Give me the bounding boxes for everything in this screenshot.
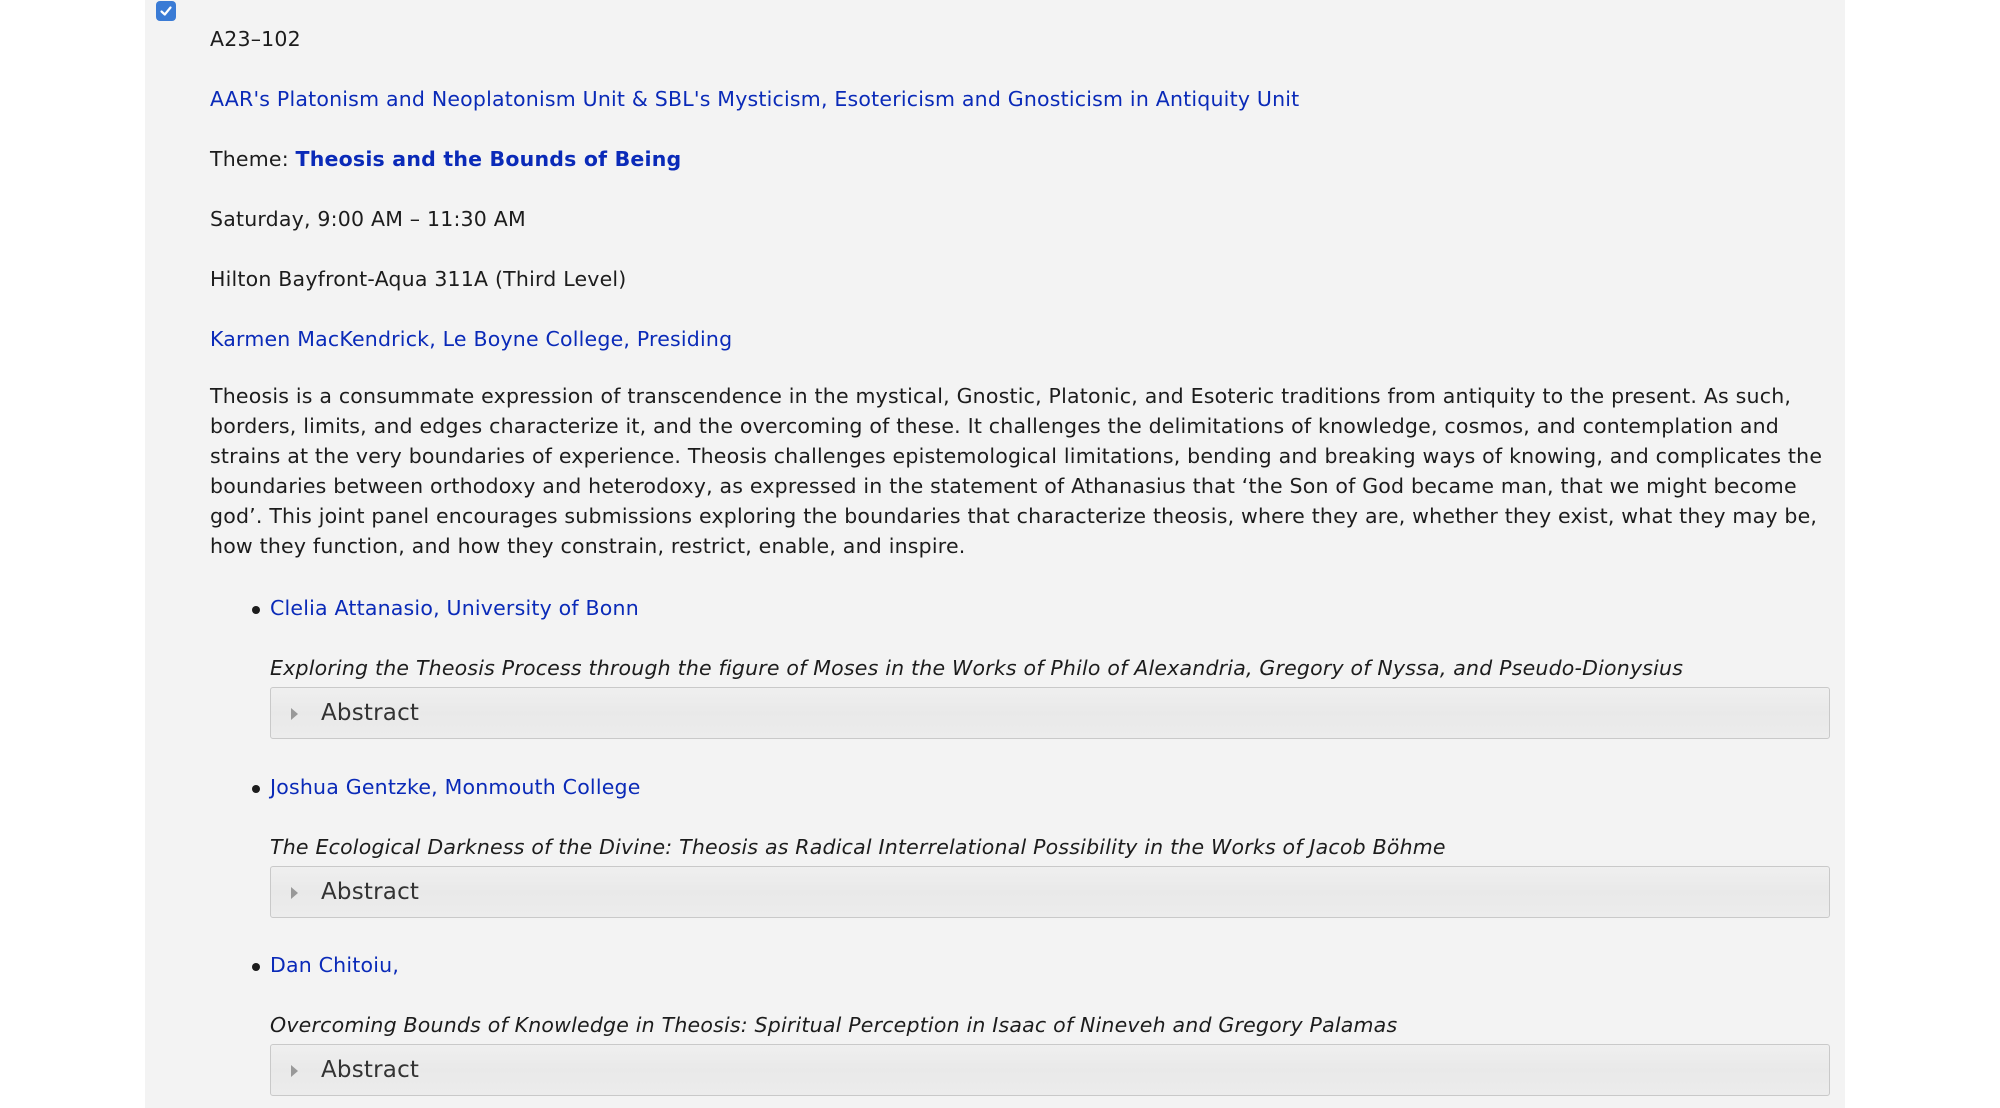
abstract-label: Abstract (321, 1057, 420, 1083)
session-theme (210, 147, 681, 171)
session-unit-link[interactable]: AAR's Platonism and Neoplatonism Unit & SBL's Mysticism, Esotericism and Gnosticism in Antiquity Unit (210, 87, 1300, 111)
paper-author-link[interactable]: Dan Chitoiu, (270, 953, 400, 977)
theme-label: Theme: (210, 147, 289, 171)
disclosure-triangle-icon (291, 1065, 298, 1077)
abstract-label: Abstract (321, 879, 420, 905)
list-bullet (252, 963, 260, 971)
session-description: Theosis is a consummate expression of transcendence in the mystical, Gnostic, Platonic, and Esoteric traditions from antiquity to the present. As such, borders, limits, and edges characterize it, and the overcoming of these. It challenges the delimitations of knowledge, cosmos, and contemplation and strains at the very boundaries of experience. Theosis challenges epistemological limitations, bending and breaking ways of knowing, and complicates the boundaries between orthodoxy and heterodoxy, as expressed in the statement of Athanasius that ‘the Son of God became man, that we might become god’. This joint panel encourages submissions exploring the boundaries that characterize theosis, where they are, whether they exist, what they may be, how they function, and how they constrain, restrict, enable, and inspire. (210, 384, 1823, 558)
session-panel (145, 0, 1845, 1108)
paper-title: Overcoming Bounds of Knowledge in Theosis: Spiritual Perception in Isaac of Nineveh and Gregory Palamas (270, 1013, 1398, 1037)
paper-title: Exploring the Theosis Process through the figure of Moses in the Works of Philo of Alexandria, Gregory of Nyssa, and Pseudo-Dionysius (270, 656, 1684, 680)
paper-author-link[interactable]: Clelia Attanasio, University of Bonn (270, 596, 639, 620)
presiding-link[interactable]: Karmen MacKendrick, Le Boyne College, Presiding (210, 327, 733, 351)
paper-title: The Ecological Darkness of the Divine: Theosis as Radical Interrelational Possibility in the Works of Jacob Böhme (270, 835, 1446, 859)
abstract-label: Abstract (321, 700, 420, 726)
session-location: Hilton Bayfront-Aqua 311A (Third Level) (210, 267, 627, 291)
list-bullet (252, 785, 260, 793)
session-select-checkbox[interactable] (156, 1, 176, 21)
abstract-toggle[interactable] (270, 1044, 1830, 1096)
disclosure-triangle-icon (291, 708, 298, 720)
session-code: A23–102 (210, 27, 301, 51)
list-bullet (252, 606, 260, 614)
paper-author-link[interactable]: Joshua Gentzke, Monmouth College (270, 775, 641, 799)
theme-link[interactable]: Theosis and the Bounds of Being (295, 147, 682, 171)
disclosure-triangle-icon (291, 887, 298, 899)
abstract-toggle[interactable] (270, 687, 1830, 739)
session-time: Saturday, 9:00 AM – 11:30 AM (210, 207, 526, 231)
abstract-toggle[interactable] (270, 866, 1830, 918)
checkmark-icon (159, 4, 173, 18)
